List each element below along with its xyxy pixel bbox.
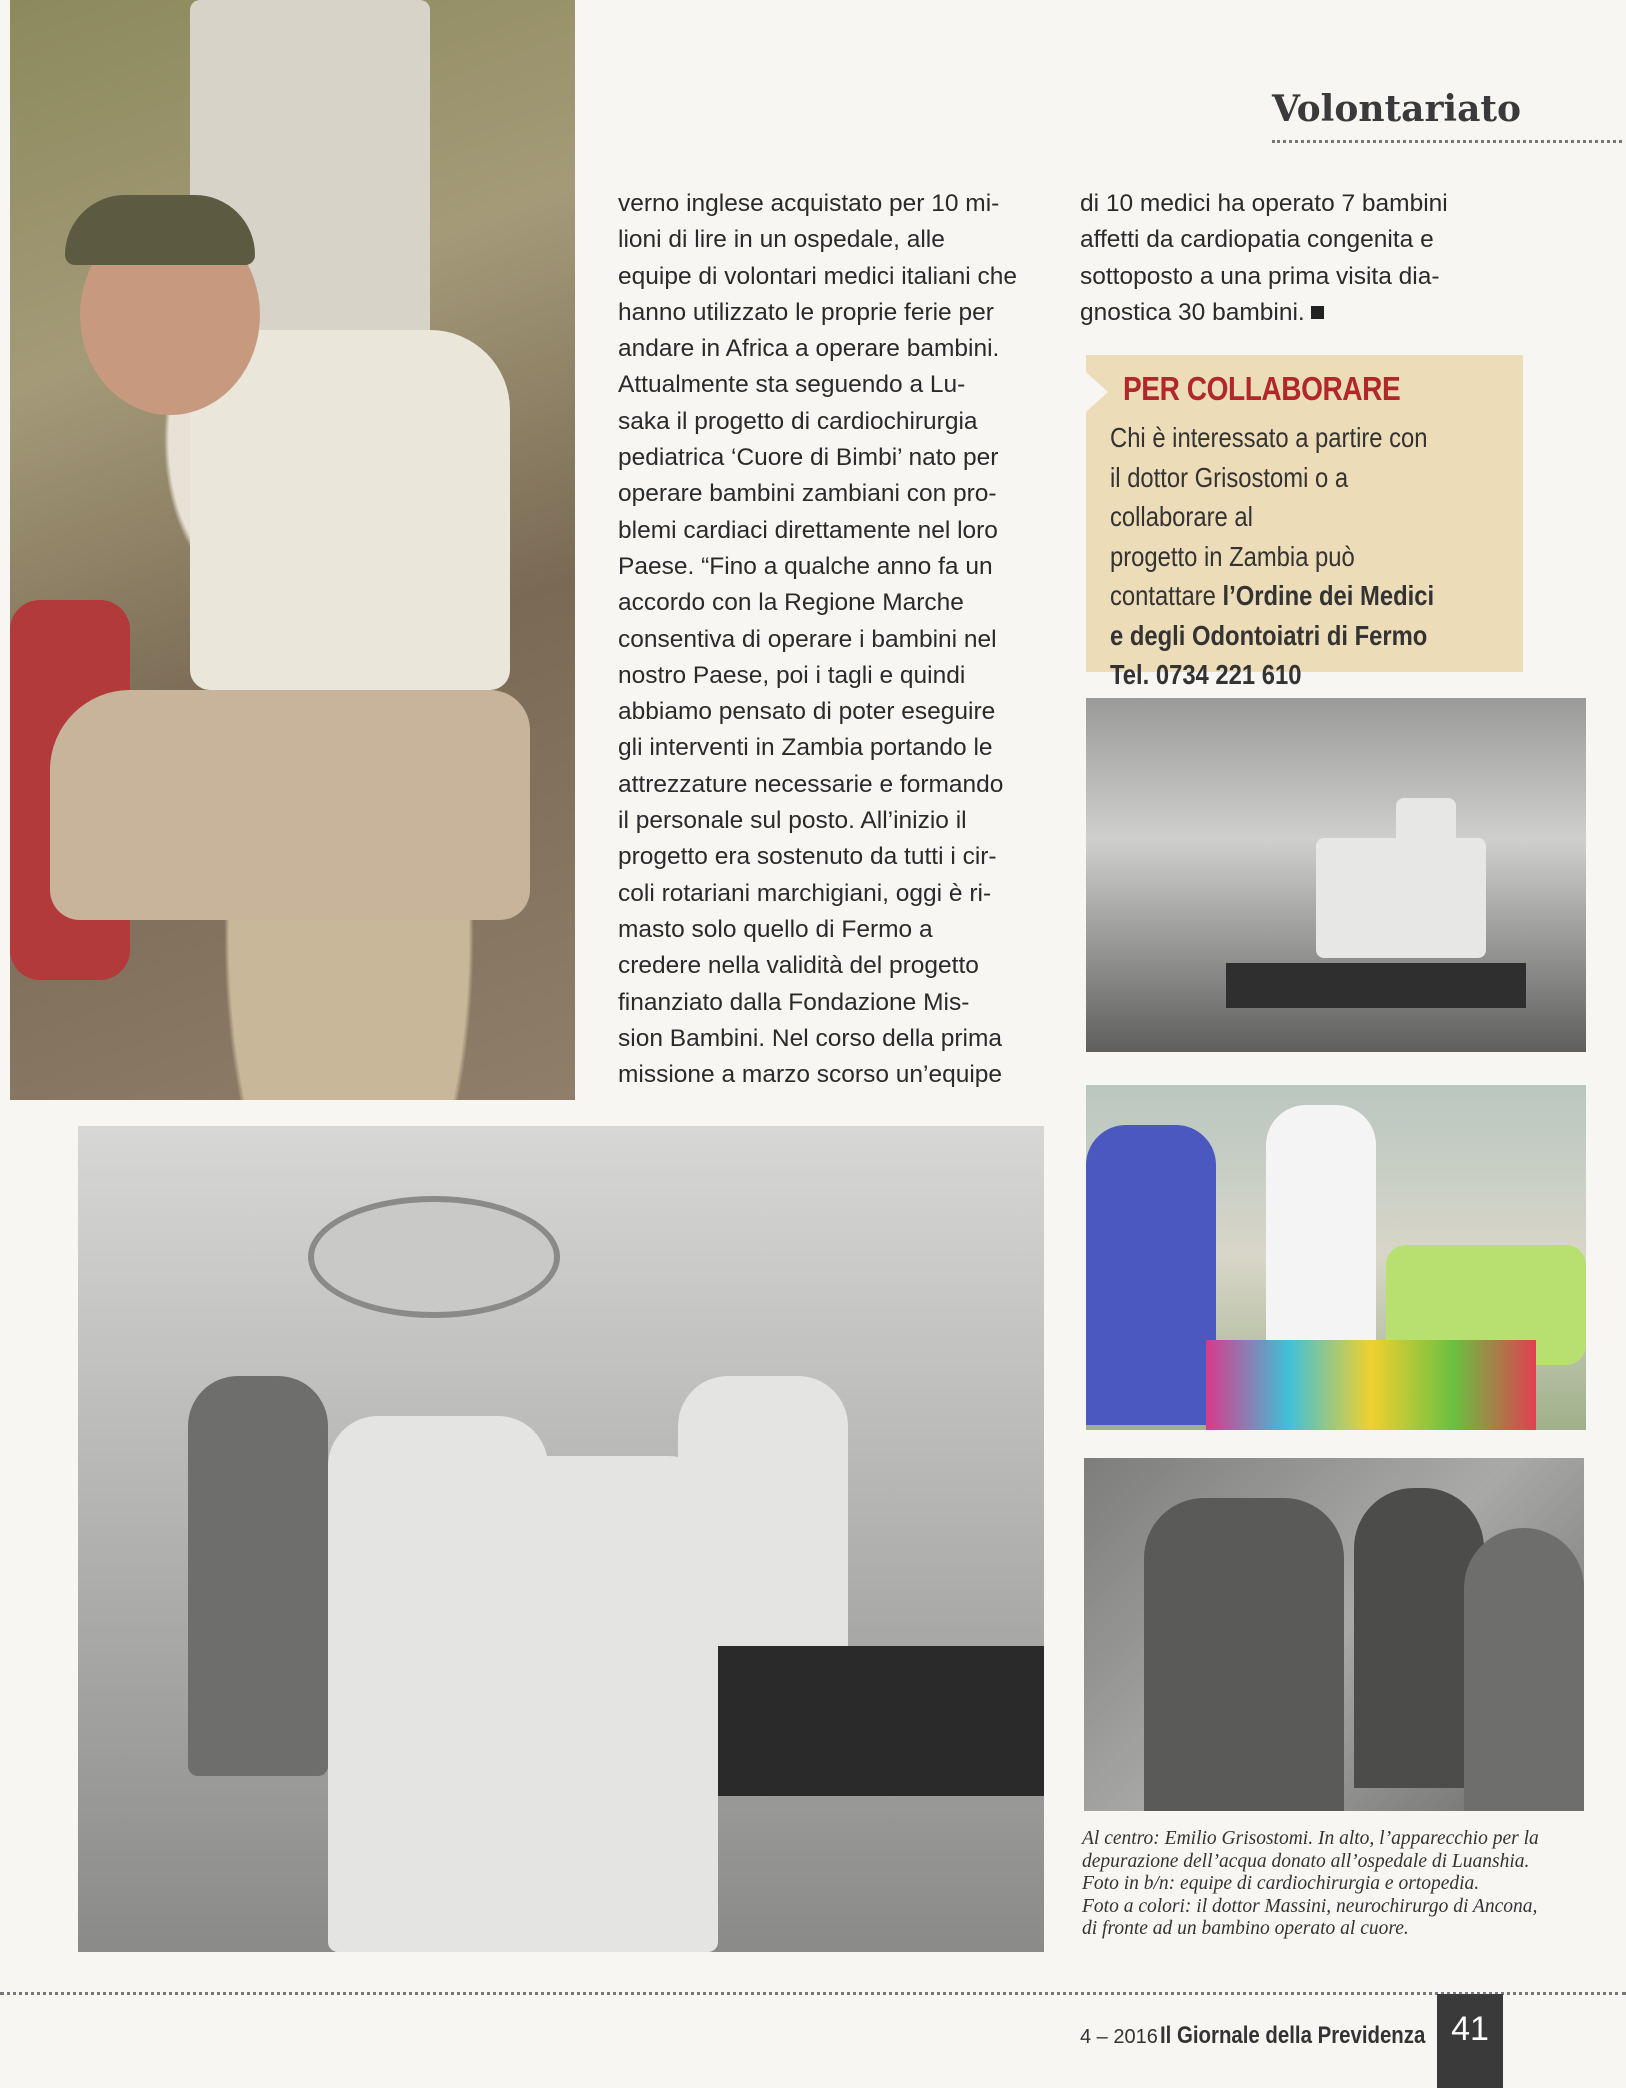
photo-surgical-lamp: [308, 1196, 560, 1318]
page-number: 41: [1437, 1994, 1503, 2088]
photo-surgeon: [188, 1376, 328, 1776]
footer-issue: 4 – 2016: [1080, 2026, 1158, 2048]
photo-person-shirt: [190, 330, 510, 690]
photo-surgeon: [1464, 1528, 1584, 1811]
collaborate-box-contact: l’Ordine dei Medici e degli Odontoiatri di Fermo Tel. 0734 221 610: [1110, 580, 1435, 690]
section-title: Volontariato: [1272, 88, 1522, 130]
photo-blanket: [1206, 1340, 1536, 1430]
photo-caption: Al centro: Emilio Grisostomi. In alto, l’apparecchio per la depurazione dell’acqua donato all’ospedale di Luanshia. Foto in b/n: equipe di cardiochirurgia e ortopedia. Foto a colori: il dottor Massini, neurochirurgo di Ancona, di fronte ad un bambino operato al cuore.: [1082, 1828, 1539, 1939]
article-column-1: verno inglese acquistato per 10 mi- lioni di lire in un ospedale, alle equipe di volontari medici italiani che hanno utilizzato le proprie ferie per andare in Africa a operare bambini. Attualmente sta seguendo a Lu- saka il progetto di cardiochirurgia pediatrica ‘Cuore di Bimbi’ nato per operare bambini zambiani con pro- blemi cardiaci direttamente nel loro Paese. “Fino a qualche anno fa un accordo con la Regione Marche consentiva di operare i bambini nel nostro Paese, poi i tagli e quindi abbiamo pensato di poter eseguire gli interventi in Zambia portando le attrezzature necessarie e formando il personale sul posto. All’inizio il progetto era sostenuto da tutti i cir- coli rotariani marchigiani, oggi è ri- masto solo quello di Fermo a credere nella validità del progetto finanziato dalla Fondazione Mis- sion Bambini. Nel corso della prima missione a marzo scorso un’equipe: [618, 190, 1018, 1089]
article-column-2: [1080, 186, 1510, 331]
photo-doctor-child: [1086, 1085, 1586, 1430]
collaborate-box-text: [1110, 418, 1467, 695]
footer-magazine-name: Il Giornale della Previdenza: [1160, 2022, 1426, 2049]
collaborate-box-text-plain: Chi è interessato a partire con il dottor Grisostomi o a collaborare al progetto in Zambia può contattare: [1110, 422, 1428, 611]
photo-orthopedic-team: [1084, 1458, 1584, 1811]
photo-surgery-team: [78, 1126, 1044, 1952]
end-mark-icon: [1311, 306, 1324, 319]
arrow-icon: [1086, 372, 1108, 412]
photo-operating-table: [718, 1646, 1044, 1796]
footer-divider: [0, 1992, 1626, 1995]
photo-hiker: [10, 0, 575, 1100]
photo-truck-bed: [1226, 963, 1526, 1008]
photo-surgeon: [1144, 1498, 1344, 1811]
header-divider: [1272, 140, 1622, 143]
photo-water-purifier: [1086, 698, 1586, 1052]
photo-person-legs: [50, 690, 530, 920]
collaborate-box-title: PER COLLABORARE: [1123, 370, 1401, 407]
article-column-2-text: di 10 medici ha operato 7 bambini affetti da cardiopatia congenita e sottoposto a una prima visita dia- gnostica 30 bambini.: [1080, 190, 1448, 326]
photo-doctor-massini: [1086, 1125, 1216, 1425]
photo-person-cap: [65, 195, 255, 265]
photo-control-panel: [1396, 798, 1456, 858]
